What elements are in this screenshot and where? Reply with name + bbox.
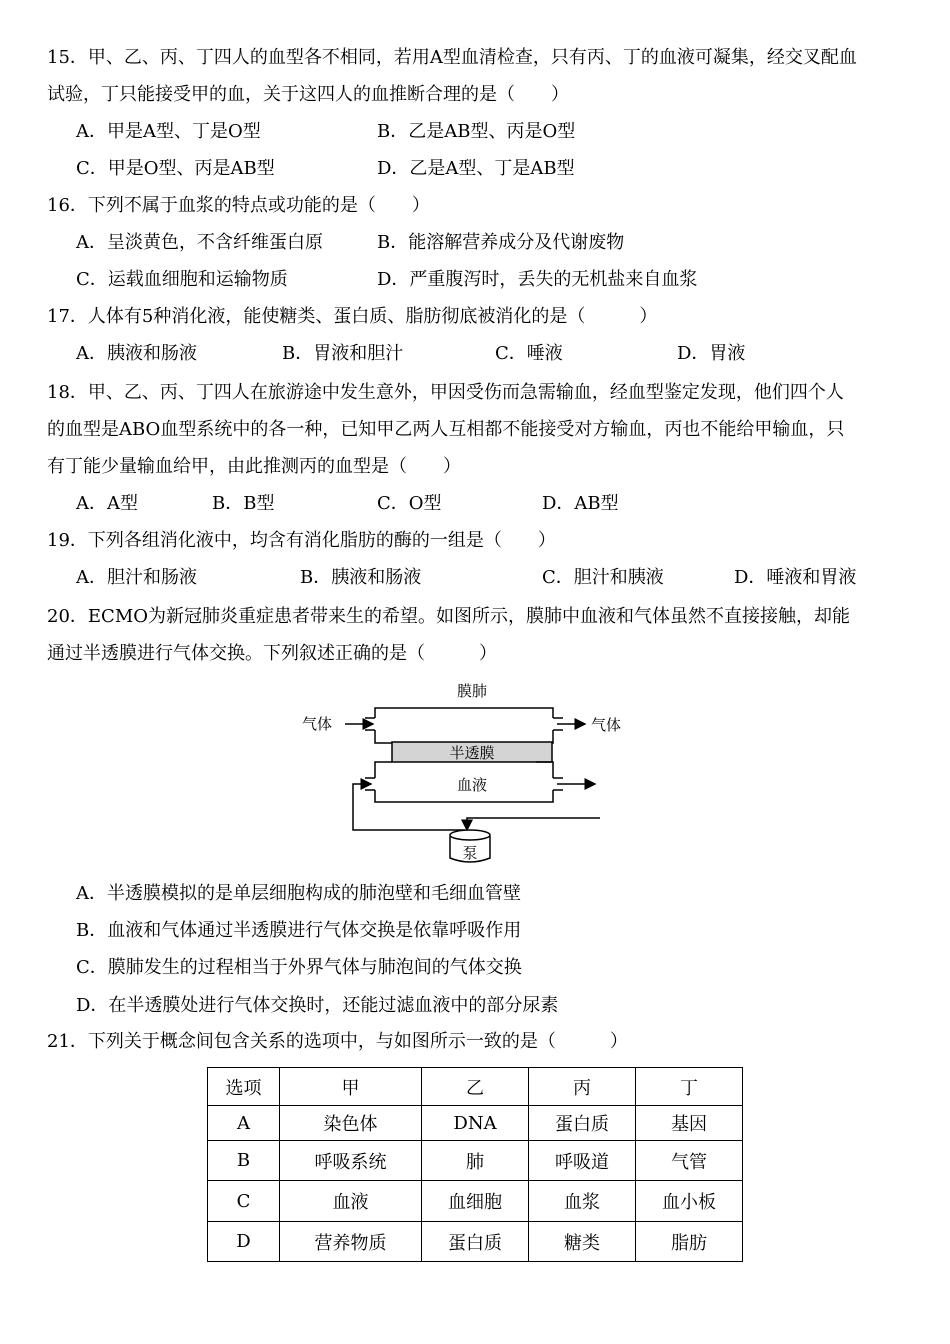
q17-option-d: D．胃液 [677,343,746,364]
gas-ports [365,718,563,730]
q15-option-a: A．甲是A型、丁是O型 [76,121,261,142]
gas-in-label: 气体 [302,715,333,733]
q18-option-c: C．O型 [377,493,442,514]
table-header-cell: 丙 [528,1068,635,1106]
table-header-row [208,1068,743,1106]
q15-stem-line1: 15．甲、乙、丙、丁四人的血型各不相同，若用A型血清检查，只有丙、丁的血液可凝集，经交叉配血 [47,47,857,68]
q20-stem-line1: 20．ECMO为新冠肺炎重症患者带来生的希望。如图所示，膜肺中血液和气体虽然不直接接触，却能 [47,606,850,627]
q15-option-d: D．乙是A型、丁是AB型 [377,158,575,179]
table-cell: 血细胞 [421,1181,528,1222]
q20-stem-line2: 通过半透膜进行气体交换。下列叙述正确的是（ ） [47,643,497,664]
blood-in-tube [467,818,600,830]
q16-option-a: A．呈淡黄色，不含纤维蛋白原 [76,232,323,253]
q16-option-d: D．严重腹泻时，丢失的无机盐来自血浆 [377,269,698,290]
q20-option-c: C．膜肺发生的过程相当于外界气体与肺泡间的气体交换 [76,957,522,978]
table-header-cell: 乙 [421,1068,528,1106]
q19-option-d: D．唾液和胃液 [734,567,857,588]
q20-option-a: A．半透膜模拟的是单层细胞构成的肺泡壁和毛细血管壁 [76,883,521,904]
q18-option-d: D．AB型 [542,493,619,514]
gas-out-label: 气体 [591,716,622,734]
q15-option-c: C．甲是O型、丙是AB型 [76,158,275,179]
q21-options-table [207,1067,743,1262]
return-tube [353,784,465,830]
q17-stem: 17．人体有5种消化液，能使糖类、蛋白质、脂肪彻底被消化的是（ ） [47,306,658,327]
gas-chamber [375,708,553,743]
table-cell: 基因 [635,1106,742,1141]
q15-option-b: B．乙是AB型、丙是O型 [377,121,576,142]
q16-stem: 16．下列不属于血浆的特点或功能的是（ ） [47,195,430,216]
table-row [208,1222,743,1262]
table-cell: 血浆 [528,1181,635,1222]
q19-option-b: B．胰液和肠液 [300,567,422,588]
q16-option-b: B．能溶解营养成分及代谢废物 [377,232,625,253]
q20-option-b: B．血液和气体通过半透膜进行气体交换是依靠呼吸作用 [76,920,522,941]
q16-option-c: C．运载血细胞和运输物质 [76,269,288,290]
table-cell: 蛋白质 [528,1106,635,1141]
diagram-title-membrane-lung: 膜肺 [456,682,488,700]
table-cell: D [208,1222,280,1262]
q19-stem: 19．下列各组消化液中，均含有消化脂肪的酶的一组是（ ） [47,530,556,551]
q17-option-a: A．胰液和肠液 [76,343,197,364]
q19-option-c: C．胆汁和胰液 [542,567,664,588]
q17-option-b: B．胃液和胆汁 [282,343,404,364]
table-cell: 气管 [635,1141,742,1181]
table-cell: DNA [421,1106,528,1141]
table-cell: 糖类 [528,1222,635,1262]
table-cell: C [208,1181,280,1222]
table-cell: 脂肪 [635,1222,742,1262]
q18-option-a: A．A型 [76,493,138,514]
q18-stem-line3: 有丁能少量输血给甲，由此推测丙的血型是（ ） [47,456,461,477]
table-cell: B [208,1141,280,1181]
table-row [208,1106,743,1141]
membrane-label: 半透膜 [449,744,495,762]
blood-label: 血液 [456,776,488,794]
table-cell: 染色体 [279,1106,421,1141]
q19-option-a: A．胆汁和肠液 [76,567,197,588]
table-cell: 血小板 [635,1181,742,1222]
pump-label: 泵 [462,844,478,862]
table-cell: 肺 [421,1141,528,1181]
table-cell: A [208,1106,280,1141]
table-cell: 呼吸系统 [279,1141,421,1181]
q18-stem-line2: 的血型是ABO血型系统中的各一种，已知甲乙两人互相都不能接受对方输血，丙也不能给甲输血，只 [47,419,845,440]
table-header-cell: 丁 [635,1068,742,1106]
table-header-cell: 选项 [208,1068,280,1106]
table-row [208,1181,743,1222]
q21-stem: 21．下列关于概念间包含关系的选项中，与如图所示一致的是（ ） [47,1031,628,1052]
q17-option-c: C．唾液 [495,343,563,364]
table-cell: 呼吸道 [528,1141,635,1181]
q20-option-d: D．在半透膜处进行气体交换时，还能过滤血液中的部分尿素 [76,995,559,1016]
table-cell: 蛋白质 [421,1222,528,1262]
table-header-cell: 甲 [279,1068,421,1106]
table-cell: 营养物质 [279,1222,421,1262]
table-cell: 血液 [279,1181,421,1222]
q15-stem-line2: 试验，丁只能接受甲的血，关于这四人的血推断合理的是（ ） [47,84,569,105]
q18-option-b: B．B型 [212,493,275,514]
q18-stem-line1: 18．甲、乙、丙、丁四人在旅游途中发生意外，甲因受伤而急需输血，经血型鉴定发现，他们四个人 [47,382,844,403]
ecmo-membrane-lung-diagram [295,678,645,868]
table-row [208,1141,743,1181]
